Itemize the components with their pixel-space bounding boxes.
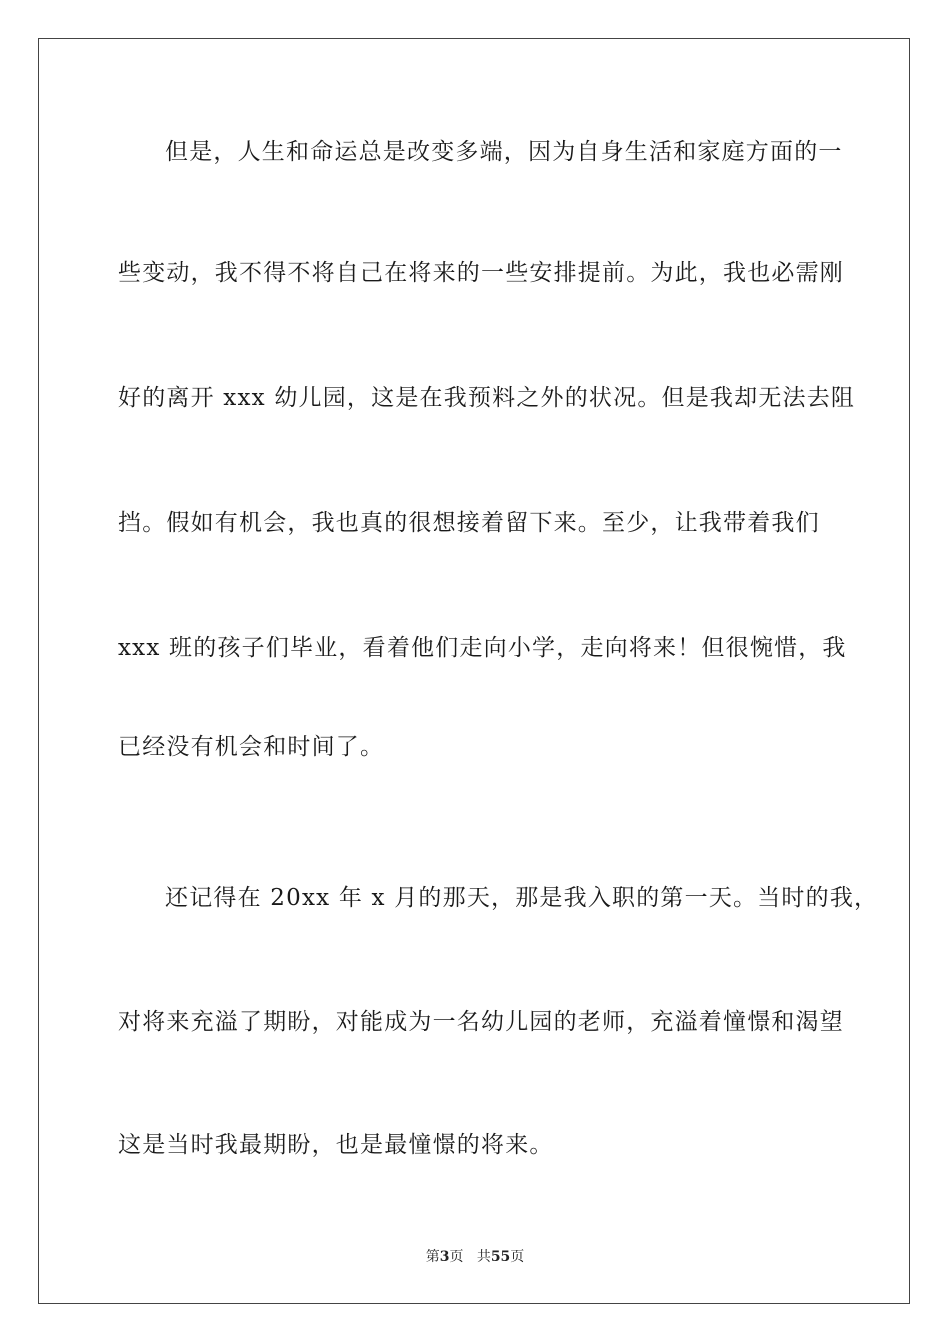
paragraph-line: 这是当时我最期盼，也是最憧憬的将来。 (118, 1132, 554, 1158)
page-suffix: 页 (449, 1249, 464, 1265)
paragraph-line: xxx 班的孩子们毕业，看着他们走向小学，走向将来！但很惋惜，我 (118, 635, 847, 661)
page-footer (0, 1246, 950, 1266)
total-pages-number: 55 (490, 1249, 511, 1265)
paragraph-line: 还记得在 20xx 年 x 月的那天，那是我入职的第一天。当时的我， (165, 885, 879, 911)
current-page-number: 3 (439, 1249, 450, 1265)
paragraph-line: 些变动，我不得不将自己在将来的一些安排提前。为此，我也必需刚 (118, 260, 844, 286)
total-prefix: 共 (476, 1249, 491, 1265)
total-suffix: 页 (510, 1249, 525, 1265)
paragraph-line: 对将来充溢了期盼，对能成为一名幼儿园的老师，充溢着憧憬和渴望 (118, 1009, 844, 1035)
paragraph-line: 挡。假如有机会，我也真的很想接着留下来。至少，让我带着我们 (118, 510, 820, 536)
paragraph-line: 但是，人生和命运总是改变多端，因为自身生活和家庭方面的一 (165, 139, 843, 165)
page-frame (38, 38, 910, 1304)
paragraph-line: 已经没有机会和时间了。 (118, 734, 385, 760)
page-prefix: 第 (425, 1249, 440, 1265)
paragraph-line: 好的离开 xxx 幼儿园，这是在我预料之外的状况。但是我却无法去阻 (118, 385, 856, 411)
